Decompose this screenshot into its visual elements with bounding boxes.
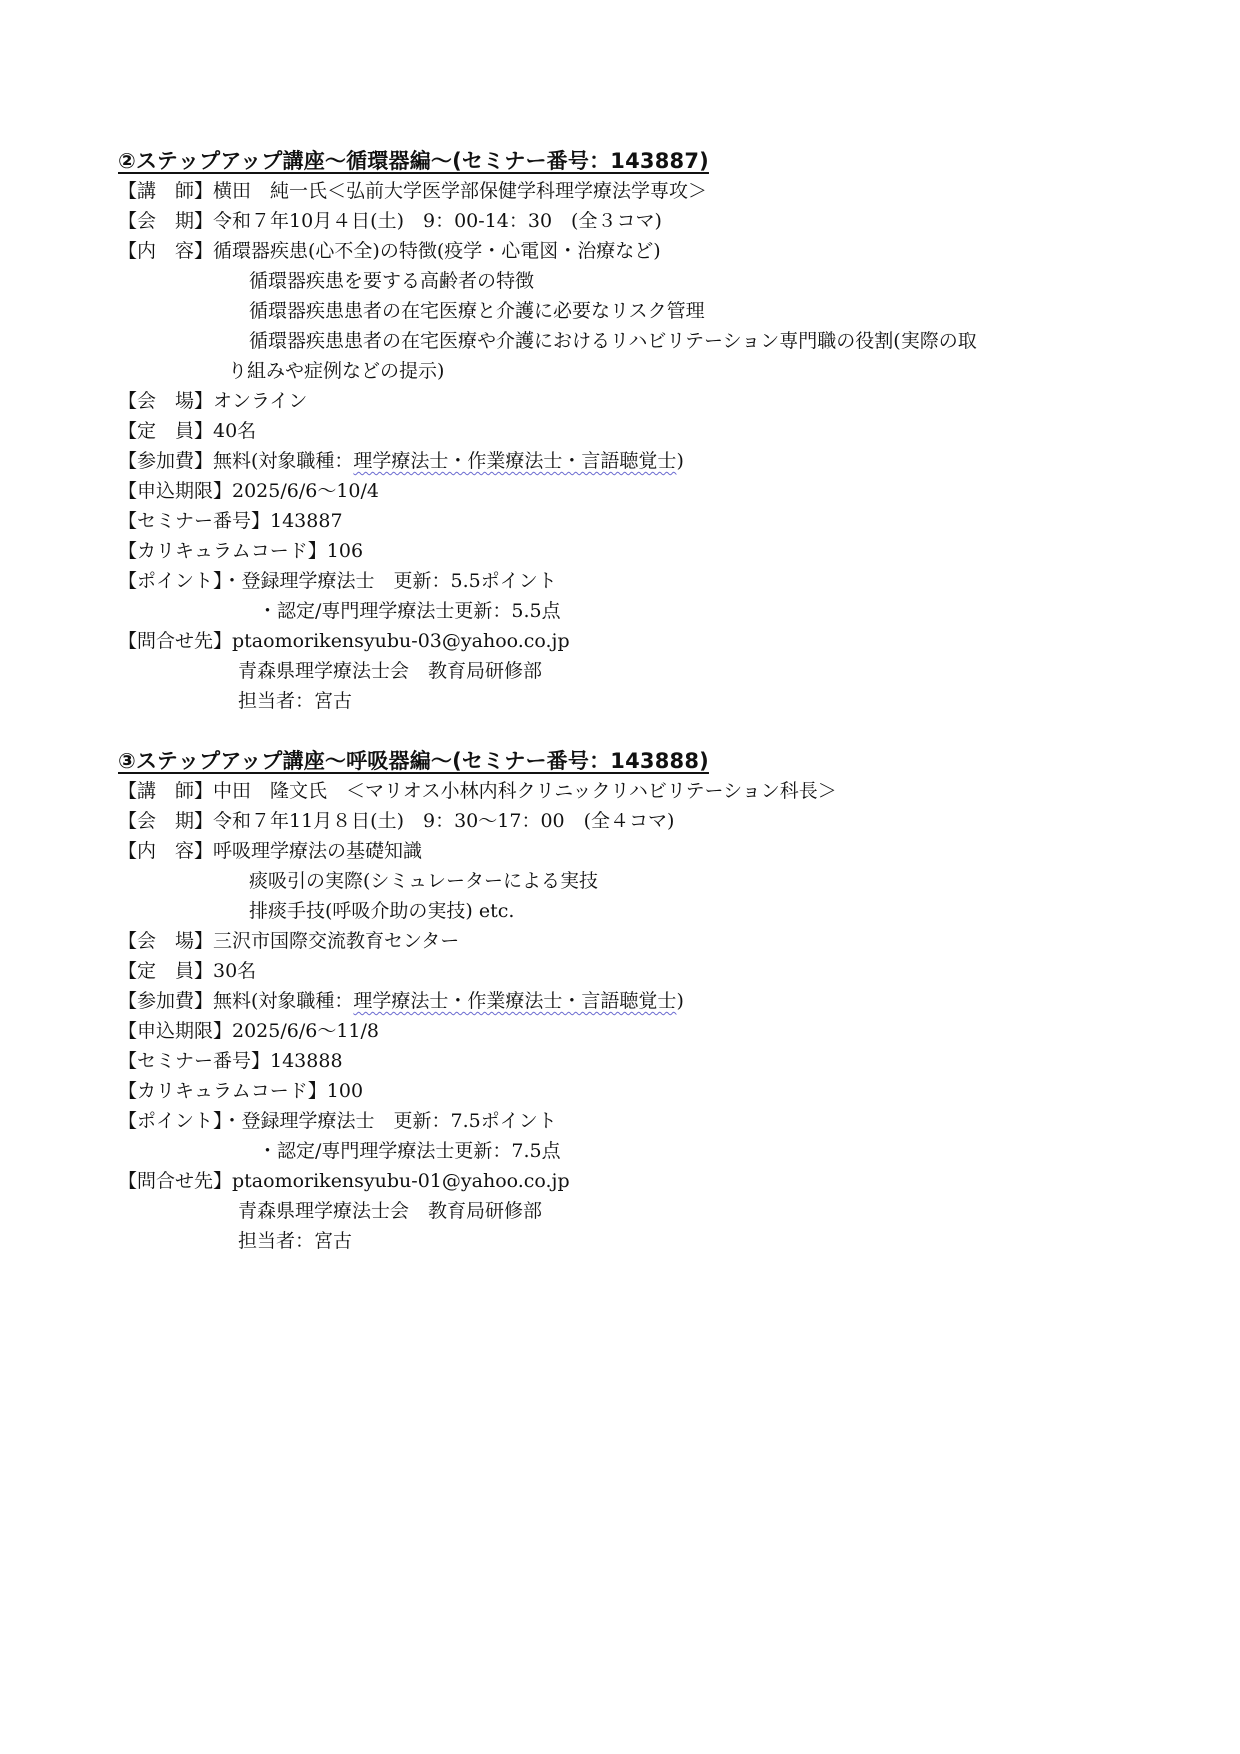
points-line: 【ポイント】・登録理学療法士 更新：5.5ポイント xyxy=(118,570,557,592)
lecturer-line: 【講 師】横田 純一氏＜弘前大学医学部保健学科理学療法学専攻＞ xyxy=(118,180,708,202)
period-line: 【会 期】令和７年10月４日(土) 9：00-14：30 (全３コマ) xyxy=(118,210,662,232)
content-item: 循環器疾患を要する高齢者の特徴 xyxy=(249,270,535,292)
contact-person-line: 担当者：宮古 xyxy=(238,690,353,712)
points-line: 【ポイント】・登録理学療法士 更新：7.5ポイント xyxy=(118,1110,557,1132)
contact-email-line: 【問合せ先】ptaomorikensyubu-01@yahoo.co.jp xyxy=(118,1170,570,1192)
seminar-number-line: 【セミナー番号】143887 xyxy=(118,510,343,532)
content-line xyxy=(118,836,1138,866)
fee-suffix: ) xyxy=(676,450,684,472)
contact-organization-line: 青森県理学療法士会 教育局研修部 xyxy=(238,660,543,682)
content-item: 循環器疾患患者の在宅医療と介護に必要なリスク管理 xyxy=(249,300,705,322)
deadline-line: 【申込期限】2025/6/6～11/8 xyxy=(118,1020,379,1042)
fee-line xyxy=(118,446,1138,476)
capacity-line: 【定 員】40名 xyxy=(118,420,257,442)
contact-person-line: 担当者：宮古 xyxy=(238,1230,353,1252)
content-continuation: り組みや症例などの提示) xyxy=(228,360,445,382)
curriculum-line: 【カリキュラムコード】106 xyxy=(118,540,364,562)
fee-prefix: 【参加費】無料(対象職種： xyxy=(118,990,354,1012)
capacity-line: 【定 員】30名 xyxy=(118,960,257,982)
contact-email-line: 【問合せ先】ptaomorikensyubu-03@yahoo.co.jp xyxy=(118,630,570,652)
points-line: ・認定/専門理学療法士更新：5.5点 xyxy=(258,600,561,622)
content-item: 痰吸引の実際(シミュレーターによる実技 xyxy=(249,870,599,892)
period-line: 【会 期】令和７年11月８日(土) 9：30～17：00 (全４コマ) xyxy=(118,810,675,832)
fee-line xyxy=(118,986,1138,1016)
fee-prefix: 【参加費】無料(対象職種： xyxy=(118,450,354,472)
venue-line: 【会 場】三沢市国際交流教育センター xyxy=(118,930,460,952)
contact-organization-line: 青森県理学療法士会 教育局研修部 xyxy=(238,1200,543,1222)
content-item: 循環器疾患(心不全)の特徴(疫学・心電図・治療など) xyxy=(213,240,661,262)
content-label: 【内 容】 xyxy=(118,240,214,262)
fee-targets: 理学療法士・作業療法士・言語聴覚士 xyxy=(353,990,677,1012)
fee-suffix: ) xyxy=(676,990,684,1012)
deadline-line: 【申込期限】2025/6/6～10/4 xyxy=(118,480,379,502)
content-item: 排痰手技(呼吸介助の実技) etc. xyxy=(249,900,515,922)
seminar-section-circulatory xyxy=(118,146,1138,716)
lecturer-line: 【講 師】中田 隆文氏 ＜マリオス小林内科クリニックリハビリテーション科長＞ xyxy=(118,780,837,802)
seminar-number-line: 【セミナー番号】143888 xyxy=(118,1050,343,1072)
seminar-section-respiratory xyxy=(118,746,1138,1256)
content-line xyxy=(118,236,1138,266)
fee-targets: 理学療法士・作業療法士・言語聴覚士 xyxy=(353,450,677,472)
section-heading: ②ステップアップ講座～循環器編～(セミナー番号：143887) xyxy=(118,149,709,173)
content-item: 呼吸理学療法の基礎知識 xyxy=(213,840,423,862)
curriculum-line: 【カリキュラムコード】100 xyxy=(118,1080,364,1102)
content-item: 循環器疾患患者の在宅医療や介護におけるリハビリテーション専門職の役割(実際の取 xyxy=(249,330,977,352)
venue-line: 【会 場】オンライン xyxy=(118,390,308,412)
points-line: ・認定/専門理学療法士更新：7.5点 xyxy=(258,1140,561,1162)
section-heading: ③ステップアップ講座～呼吸器編～(セミナー番号：143888) xyxy=(118,749,709,773)
content-label: 【内 容】 xyxy=(118,840,214,862)
